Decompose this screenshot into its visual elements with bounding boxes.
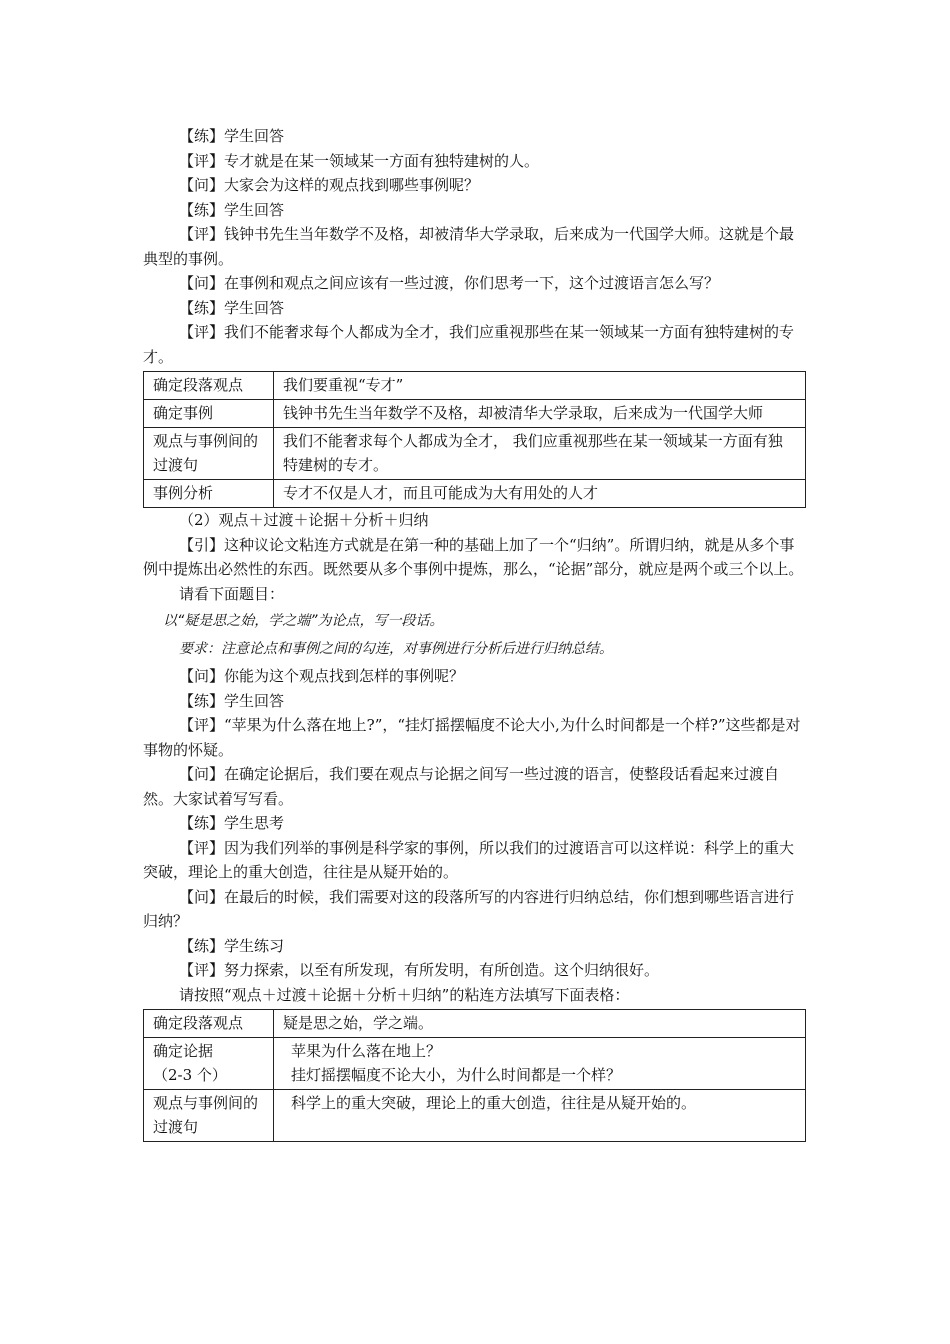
- fill-in-table: [143, 1009, 806, 1142]
- table-label-cell: 确定事例: [144, 400, 274, 428]
- document-page: [143, 124, 806, 1142]
- text-line: 【评】专才就是在某一领域某一方面有独特建树的人。: [179, 151, 540, 170]
- evidence-item: 苹果为什么落在地上？: [291, 1042, 442, 1060]
- table-row: [144, 1038, 806, 1090]
- text-line: 请看下面题目：: [179, 584, 285, 603]
- table-label-cell: 观点与事例间的过渡句: [144, 1090, 274, 1142]
- table-value-cell: 钱钟书先生当年数学不及格，却被清华大学录取，后来成为一代国学大师: [274, 400, 806, 428]
- paragraph: 【评】“苹果为什么落在地上?”，“挂灯摇摆幅度不论大小,为什么时间都是一个样?”这些都是对事物的怀疑。: [143, 716, 801, 759]
- table-value-cell: 我们要重视“专才”: [274, 372, 806, 400]
- text-line: 【练】学生回答: [179, 298, 285, 317]
- table-value-cell: 科学上的重大突破，理论上的重大创造，往往是从疑开始的。: [274, 1090, 806, 1142]
- table-label-cell: [144, 1038, 274, 1090]
- text-line: 【练】学生练习: [179, 936, 285, 955]
- text-line: 【问】在事例和观点之间应该有一些过渡，你们思考一下，这个过渡语言怎么写？: [179, 274, 720, 292]
- table-label-cell: 观点与事例间的过渡句: [144, 428, 274, 480]
- table-value-cell: 疑是思之始，学之端。: [274, 1010, 806, 1038]
- paragraph: 【问】在确定论据后，我们要在观点与论据之间写一些过渡的语言，使整段话看起来过渡自然。大家试着写写看。: [143, 765, 780, 808]
- table-row: [144, 1010, 806, 1038]
- table-value-cell: [274, 1038, 806, 1090]
- table-label-cell: 确定段落观点: [144, 1010, 274, 1038]
- table-value-cell: 专才不仅是人才，而且可能成为大有用处的人才: [274, 480, 806, 508]
- table-label-line: （2-3 个）: [153, 1066, 227, 1084]
- table-row: [144, 428, 806, 480]
- text-line: 【练】学生回答: [179, 127, 285, 145]
- paragraph: 【评】我们不能奢求每个人都成为全才，我们应重视那些在某一领域某一方面有独特建树的专才。: [143, 323, 795, 366]
- table-value-cell: 我们不能奢求每个人都成为全才， 我们应重视那些在某一领域某一方面有独特建树的专才。: [274, 428, 806, 480]
- task-requirement: 要求：注意论点和事例之间的勾连，对事例进行分析后进行归纳总结。: [179, 640, 613, 657]
- table-label-line: 确定论据: [153, 1042, 214, 1060]
- text-line: 【问】大家会为这样的观点找到哪些事例呢？: [179, 176, 480, 194]
- table-row: [144, 1090, 806, 1142]
- table-label-cell: 事例分析: [144, 480, 274, 508]
- table-row: [144, 400, 806, 428]
- section-title: （2）观点＋过渡＋论据＋分析＋归纳: [179, 511, 429, 529]
- text-line: 【练】学生回答: [179, 200, 285, 219]
- text-line: 【练】学生回答: [179, 691, 285, 710]
- text-line: 【问】你能为这个观点找到怎样的事例呢？: [179, 667, 465, 685]
- evidence-item: 挂灯摇摆幅度不论大小，为什么时间都是一个样？: [291, 1066, 622, 1084]
- task-prompt: 以“疑是思之始，学之端”为论点，写一段话。: [163, 613, 444, 629]
- paragraph: 【评】钱钟书先生当年数学不及格，却被清华大学录取，后来成为一代国学大师。这就是个最典型的事例。: [143, 225, 795, 268]
- text-line: 请按照“观点＋过渡＋论据＋分析＋归纳”的粘连方法填写下面表格：: [179, 985, 630, 1004]
- text-line: 【练】学生思考: [179, 814, 285, 832]
- table-row: [144, 372, 806, 400]
- paragraph-structure-table: [143, 371, 806, 508]
- table-label-cell: 确定段落观点: [144, 372, 274, 400]
- table-row: [144, 480, 806, 508]
- paragraph: 【引】这种议论文粘连方式就是在第一种的基础上加了一个“归纳”。所谓归纳，就是从多个事例中提炼出必然性的东西。既然要从多个事例中提炼，那么，“论据”部分，就应是两个或三个以上。: [143, 535, 804, 578]
- text-line: 【评】努力探索，以至有所发现，有所发明，有所创造。这个归纳很好。: [179, 961, 660, 979]
- paragraph: 【问】在最后的时候，我们需要对这的段落所写的内容进行归纳总结，你们想到哪些语言进行归纳？: [143, 887, 795, 930]
- paragraph: 【评】因为我们列举的事例是科学家的事例，所以我们的过渡语言可以这样说：科学上的重大突破，理论上的重大创造，往往是从疑开始的。: [143, 838, 795, 881]
